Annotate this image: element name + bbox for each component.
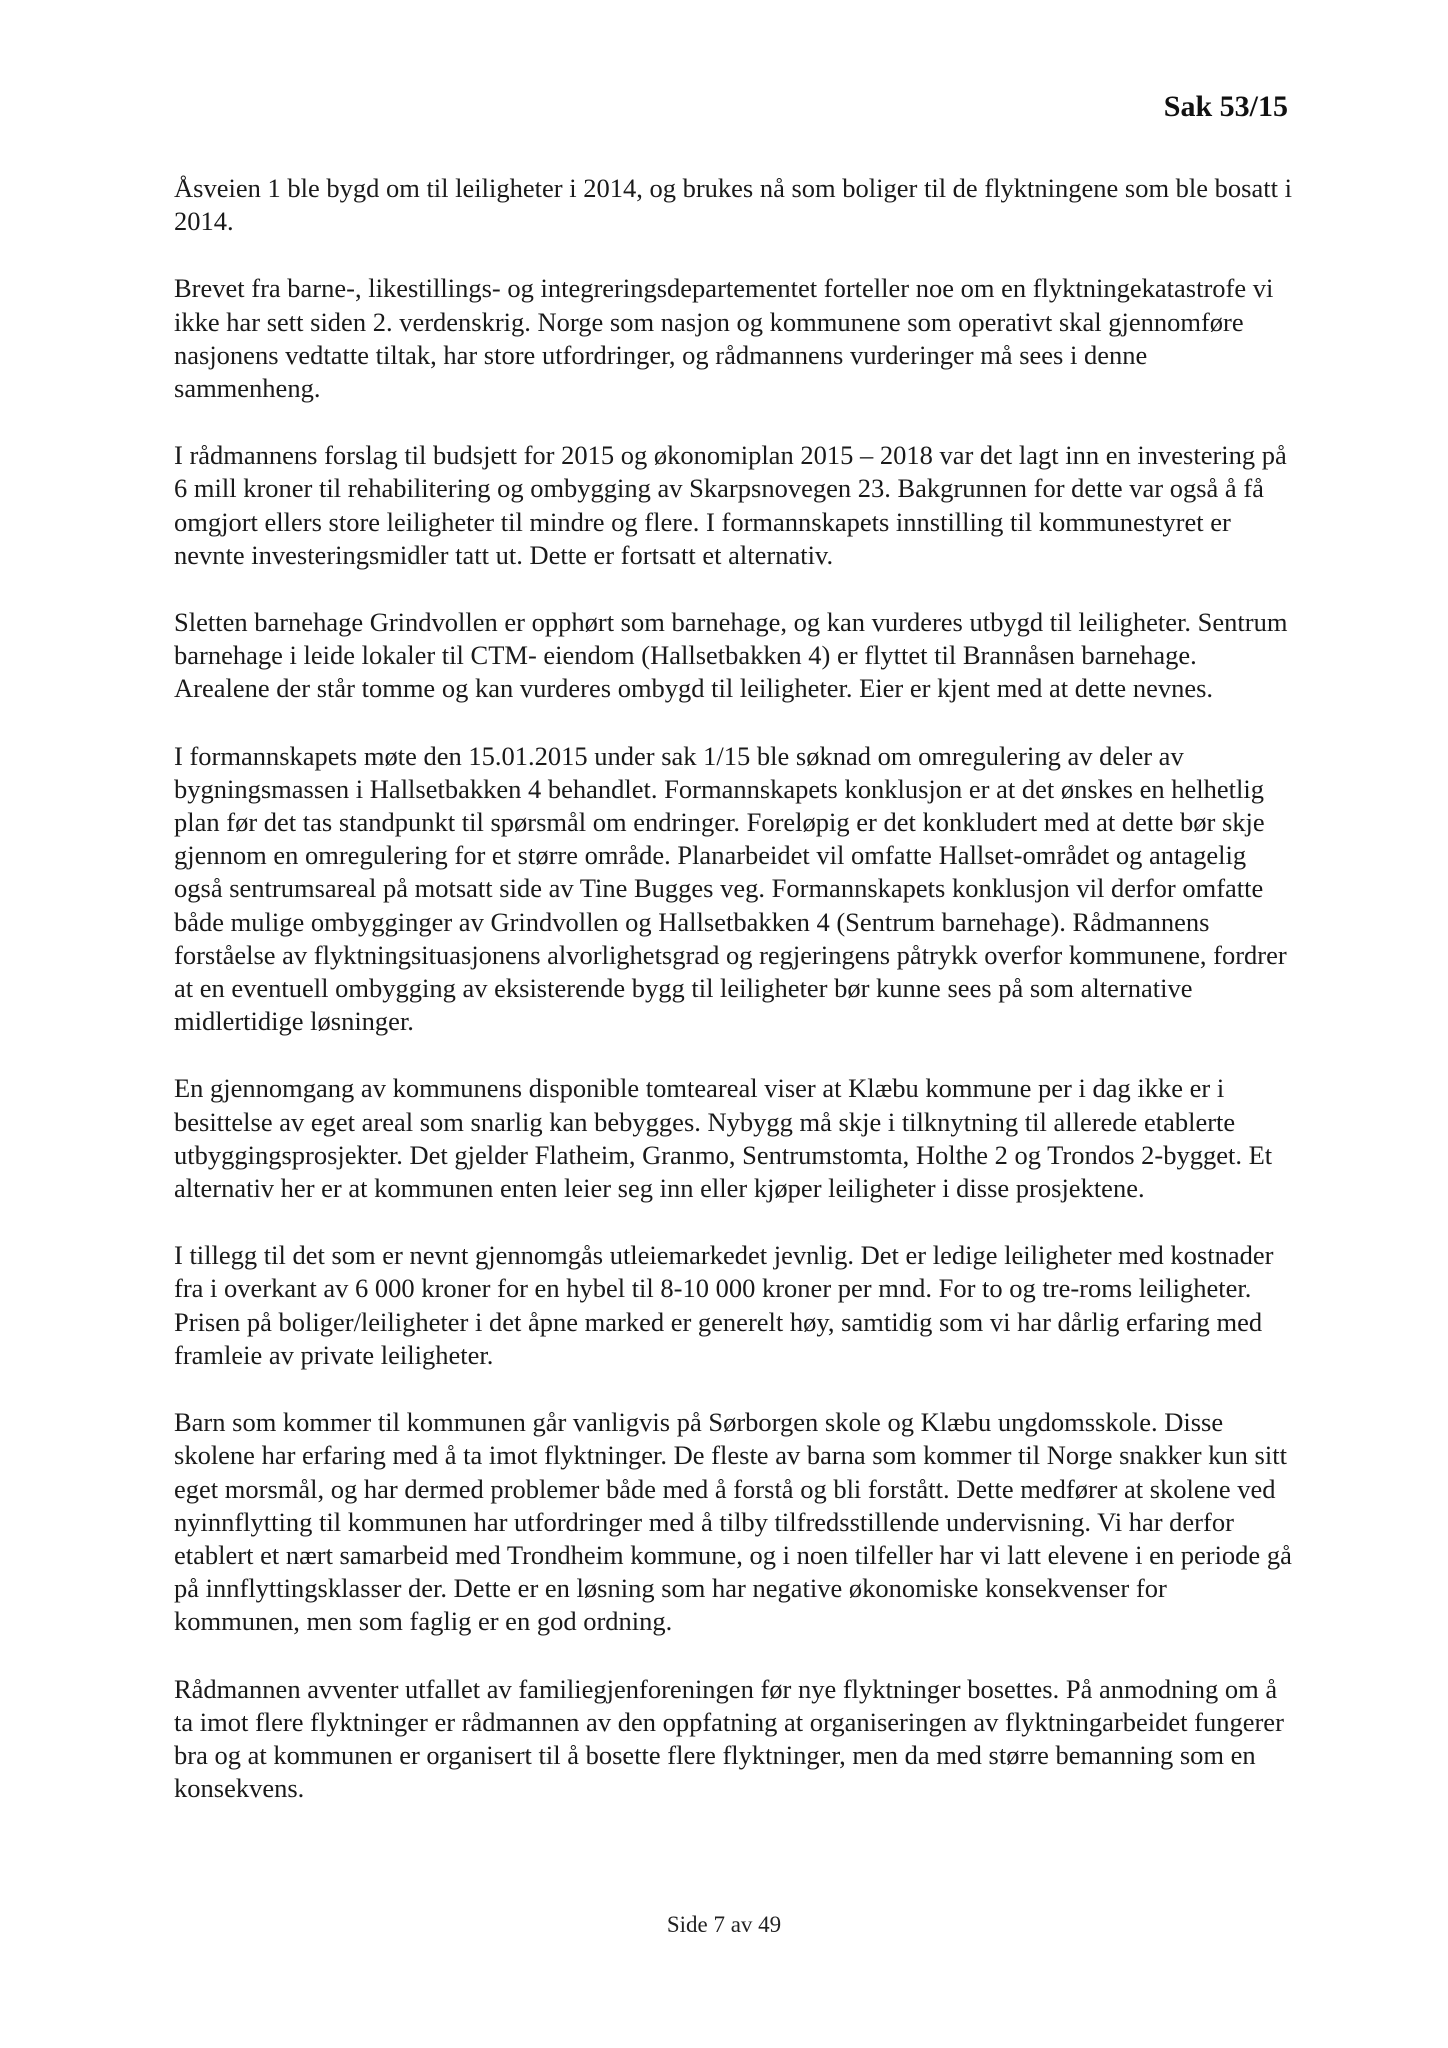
case-reference: Sak 53/15 bbox=[1163, 90, 1288, 123]
paragraph-budget-proposal: I rådmannens forslag til budsjett for 2015 og økonomiplan 2015 – 2018 var det lagt inn en investering på 6 mill kroner til rehabilitering og ombygging av Skarpsnovegen 23. Bakgrunnen for dette var også å få omgjort ellers store leiligheter til mindre og flere. I formannskapets innstilling til kommunestyret er nevnte investeringsmidler tatt ut. Dette er fortsatt et alternativ. bbox=[174, 440, 1287, 570]
paragraph-kindergartens: Sletten barnehage Grindvollen er opphørt som barnehage, og kan vurderes utbygd til leiligheter. Sentrum barnehage i leide lokaler til CTM- eiendom (Hallsetbakken 4) er flyttet til Brannåsen barnehage. Arealene der står tomme og kan vurderes ombygd til leiligheter. Eier er kjent med at dette nevnes. bbox=[174, 607, 1288, 704]
paragraph-land-review: En gjennomgang av kommunens disponible tomteareal viser at Klæbu kommune per i dag ikke er i besittelse av eget areal som snarlig kan bebygges. Nybygg må skje i tilknytning til allerede etablerte utbyggingsprosjekter. Det gjelder Flatheim, Granmo, Sentrumstomta, Holthe 2 og Trondos 2-bygget. Et alternativ her er at kommunen enten leier seg inn eller kjøper leiligheter i disse prosjektene. bbox=[174, 1073, 1273, 1204]
document-body bbox=[174, 172, 1296, 1839]
paragraph-rental-market: I tillegg til det som er nevnt gjennomgås utleiemarkedet jevnlig. Det er ledige leiligheter med kostnader fra i overkant av 6 000 kroner for en hybel til 8-10 000 kroner per mnd. For to og tre-roms leiligheter. Prisen på boliger/leiligheter i det åpne marked er generelt høy, samtidig som vi har dårlig erfaring med framleie av private leiligheter. bbox=[174, 1240, 1274, 1370]
page-number: Side 7 av 49 bbox=[666, 1912, 782, 1937]
paragraph-family-reunification: Rådmannen avventer utfallet av familiegjenforeningen før nye flyktninger bosettes. På anmodning om å ta imot flere flyktninger er rådmannen av den oppfatning at organiseringen av flyktningarbeidet fungerer bra og at kommunen er organisert til å bosette flere flyktninger, men da med større bemanning som en konsekvens. bbox=[174, 1673, 1284, 1804]
paragraph-asveien: Åsveien 1 ble bygd om til leiligheter i 2014, og brukes nå som boliger til de flyktningene som ble bosatt i 2014. bbox=[174, 173, 1292, 237]
paragraph-schools: Barn som kommer til kommunen går vanligvis på Sørborgen skole og Klæbu ungdomsskole. Disse skolene har erfaring med å ta imot flyktninger. De fleste av barna som kommer til Norge snakker kun sitt eget morsmål, og har dermed problemer både med å forstå og bli forstått. Dette medfører at skolene ved nyinnflytting til kommunen har utfordringer med å tilby tilfredsstillende undervisning. Vi har derfor etablert et nært samarbeid med Trondheim kommune, og i noen tilfeller har vi latt elevene i en periode gå på innflyttingsklasser der. Dette er en løsning som har negative økonomiske konsekvenser for kommunen, men som faglig er en god ordning. bbox=[174, 1407, 1292, 1637]
paragraph-executive-meeting: I formannskapets møte den 15.01.2015 under sak 1/15 ble søknad om omregulering av deler av bygningsmassen i Hallsetbakken 4 behandlet. Formannskapets konklusjon er at det ønskes en helhetlig plan før det tas standpunkt til spørsmål om endringer. Foreløpig er det konkludert med at dette bør skje gjennom en omregulering for et større område. Planarbeidet vil omfatte Hallset-området og antagelig også sentrumsareal på motsatt side av Tine Bugges veg. Formannskapets konklusjon vil derfor omfatte både mulige ombygginger av Grindvollen og Hallsetbakken 4 (Sentrum barnehage). Rådmannens forståelse av flyktningsituasjonens alvorlighetsgrad og regjeringens påtrykk overfor kommunene, fordrer at en eventuell ombygging av eksisterende bygg til leiligheter bør kunne sees på som alternative midlertidige løsninger. bbox=[174, 740, 1287, 1037]
paragraph-ministry-letter: Brevet fra barne-, likestillings- og integreringsdepartementet forteller noe om en flyktningekatastrofe vi ikke har sett siden 2. verdenskrig. Norge som nasjon og kommunene som operativt skal gjennomføre nasjonens vedtatte tiltak, har store utfordringer, og rådmannens vurderinger må sees i denne sammenheng. bbox=[174, 273, 1274, 404]
